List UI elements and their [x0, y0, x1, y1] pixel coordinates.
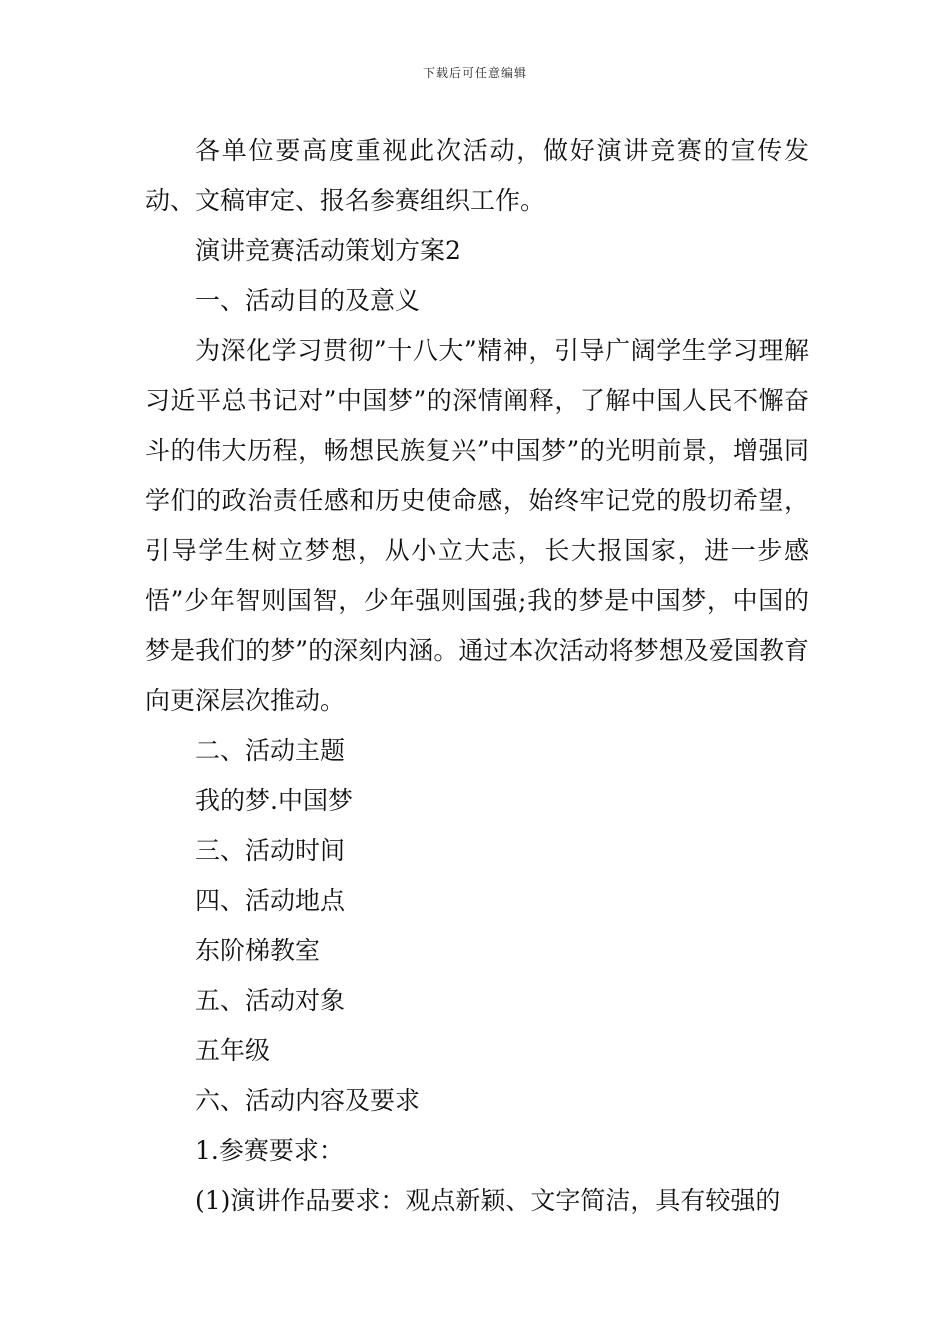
- list-item-speech-requirements: (1)演讲作品要求：观点新颖、文字简洁，具有较强的: [195, 1186, 781, 1215]
- paragraph-theme: 我的梦.中国梦: [195, 786, 353, 815]
- heading-location: 四、活动地点: [195, 886, 346, 915]
- section-title-plan-2: 演讲竞赛活动策划方案2: [195, 236, 461, 265]
- heading-theme: 二、活动主题: [195, 736, 346, 765]
- paragraph-purpose: 为深化学习贯彻”十八大”精神，引导广阔学生学习理解习近平总书记对”中国梦”的深情阐释，了解中国人民不懈奋斗的伟大历程，畅想民族复兴”中国梦”的光明前景，增强同学们的政治责任感和历史使命感，始终牢记党的殷切希望，引导学生树立梦想，从小立大志，长大报国家，进一步感悟”少年智则国智，少年强则国强;我的梦是中国梦，中国的梦是我们的梦”的深刻内涵。通过本次活动将梦想及爱国教育向更深层次推动。: [145, 336, 809, 715]
- heading-content: 六、活动内容及要求: [195, 1086, 421, 1115]
- heading-time: 三、活动时间: [195, 836, 346, 865]
- paragraph-audience: 五年级: [195, 1036, 271, 1065]
- page-header-note: 下载后可任意编辑: [422, 66, 527, 80]
- document-body: [145, 126, 809, 1226]
- paragraph-notice: 各单位要高度重视此次活动，做好演讲竞赛的宣传发动、文稿审定、报名参赛组织工作。: [145, 136, 809, 215]
- list-item-requirements: 1.参赛要求：: [195, 1136, 344, 1165]
- heading-audience: 五、活动对象: [195, 986, 346, 1015]
- paragraph-location: 东阶梯教室: [195, 936, 321, 965]
- heading-purpose: 一、活动目的及意义: [195, 286, 421, 315]
